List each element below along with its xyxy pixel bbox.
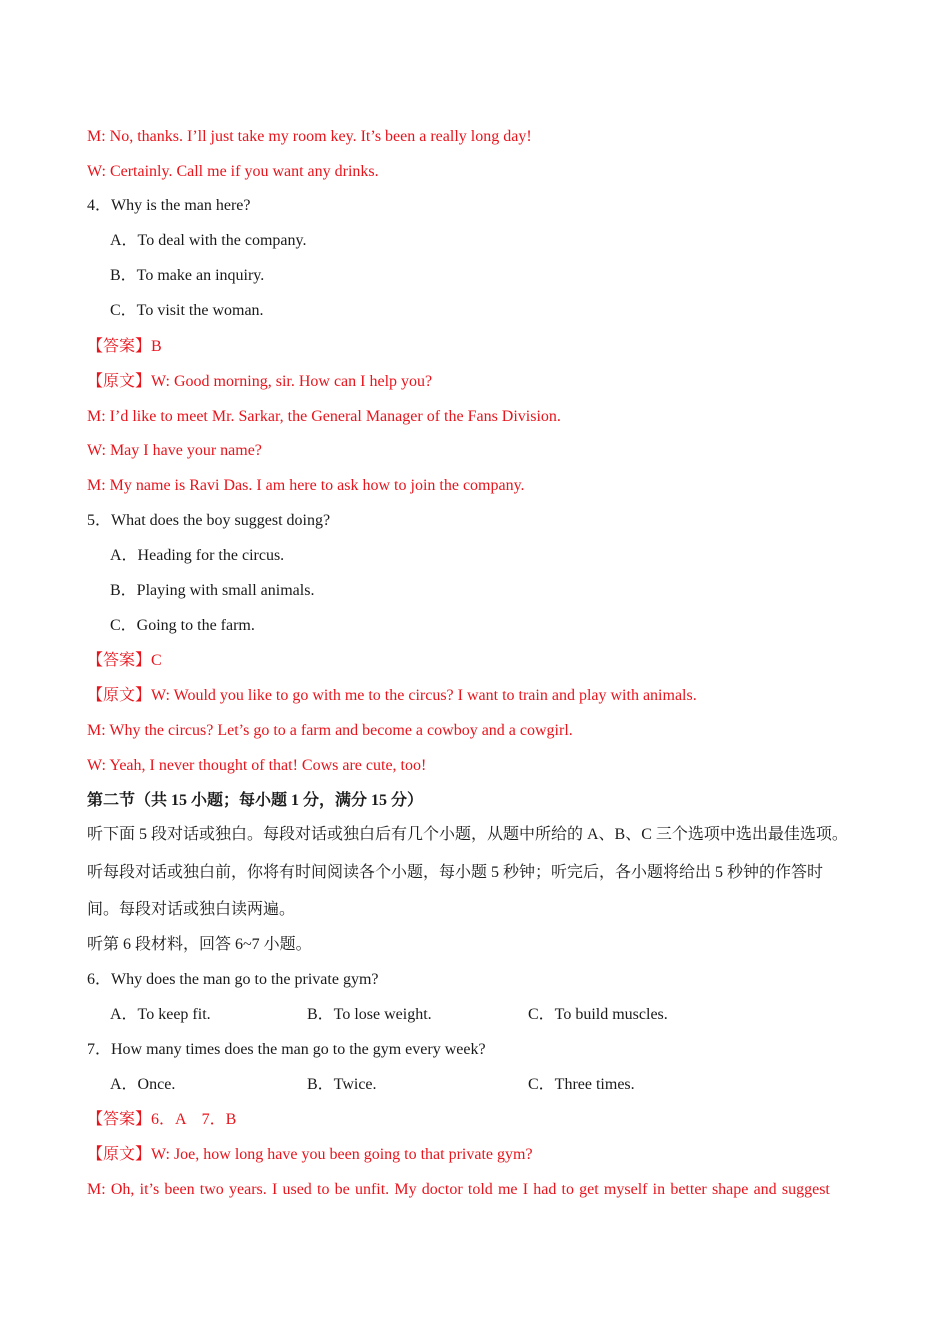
q7-option-b: B．Twice. (307, 1076, 377, 1093)
instruction-line: 听下面 5 段对话或独白。每段对话或独白后有几个小题，从题中所给的 A、B、C 三个选项中选出最佳选项。 (87, 826, 848, 843)
q6-option-a: A．To keep fit. (110, 1006, 211, 1023)
answer-label: 【答案】C (87, 652, 162, 669)
option-b: B．To make an inquiry. (110, 267, 265, 284)
dialogue-line: W: Certainly. Call me if you want any drinks. (87, 163, 379, 180)
question-7: 7．How many times does the man go to the gym every week? (87, 1041, 486, 1058)
question-4: 4．Why is the man here? (87, 197, 251, 214)
option-b: B．Playing with small animals. (110, 582, 315, 599)
question-6: 6．Why does the man go to the private gym? (87, 971, 379, 988)
material-note: 听第 6 段材料，回答 6~7 小题。 (87, 936, 312, 953)
section-heading: 第二节（共 15 小题；每小题 1 分，满分 15 分） (87, 792, 424, 809)
answer-label: 【答案】6．A 7．B (87, 1111, 237, 1128)
dialogue-line: M: No, thanks. I’ll just take my room key. It’s been a really long day! (87, 128, 532, 145)
instruction-line: 听每段对话或独白前，你将有时间阅读各个小题，每小题 5 秒钟；听完后，各小题将给出 5 秒钟的作答时 (87, 864, 824, 881)
option-c: C．To visit the woman. (110, 302, 264, 319)
transcript-line: 【原文】W: Joe, how long have you been going to that private gym? (87, 1146, 533, 1163)
dialogue-line: M: My name is Ravi Das. I am here to ask how to join the company. (87, 477, 525, 494)
option-a: A．Heading for the circus. (110, 547, 285, 564)
dialogue-line: M: Oh, it’s been two years. I used to be unfit. My doctor told me I had to get myself in better shape and suggest (87, 1181, 830, 1198)
transcript-line: 【原文】W: Good morning, sir. How can I help you? (87, 373, 433, 390)
q6-option-c: C．To build muscles. (528, 1006, 668, 1023)
instruction-line: 间。每段对话或独白读两遍。 (87, 901, 296, 918)
answer-label: 【答案】B (87, 338, 162, 355)
question-5: 5．What does the boy suggest doing? (87, 512, 331, 529)
transcript-line: 【原文】W: Would you like to go with me to the circus? I want to train and play with animals. (87, 687, 697, 704)
dialogue-line: M: I’d like to meet Mr. Sarkar, the General Manager of the Fans Division. (87, 408, 561, 425)
dialogue-line: M: Why the circus? Let’s go to a farm and become a cowboy and a cowgirl. (87, 722, 573, 739)
option-a: A．To deal with the company. (110, 232, 307, 249)
q6-option-b: B．To lose weight. (307, 1006, 432, 1023)
dialogue-line: W: May I have your name? (87, 442, 262, 459)
option-c: C．Going to the farm. (110, 617, 255, 634)
q7-option-a: A．Once. (110, 1076, 176, 1093)
q7-option-c: C．Three times. (528, 1076, 635, 1093)
dialogue-line: W: Yeah, I never thought of that! Cows are cute, too! (87, 757, 427, 774)
